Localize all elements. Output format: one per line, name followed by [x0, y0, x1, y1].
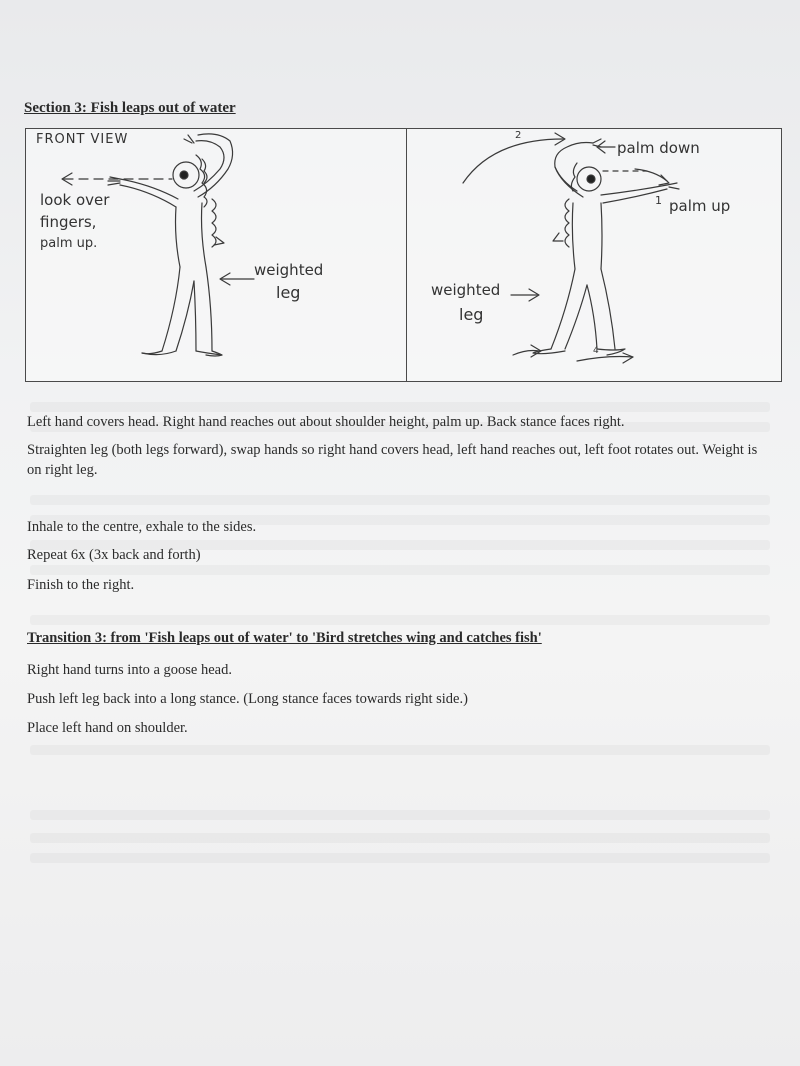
instruction-paragraph: Finish to the right. [27, 577, 135, 593]
note-palm-up: palm up. [40, 236, 98, 251]
front-view-label: FRONT VIEW [36, 132, 129, 147]
bleed-through-line [30, 402, 770, 412]
transition-step: Push left leg back into a long stance. (Long stance faces towards right side.) [27, 691, 468, 707]
transition-title: Transition 3: from 'Fish leaps out of water' to 'Bird stretches wing and catches fish' [27, 630, 542, 646]
leg-label: leg [276, 283, 301, 302]
bleed-through-line [30, 810, 770, 820]
bleed-through-line [30, 853, 770, 863]
note-look-over: look over [40, 191, 110, 209]
bleed-through-line [30, 615, 770, 625]
transition-step: Place left hand on shoulder. [27, 720, 188, 736]
instruction-paragraph: Repeat 6x (3x back and forth) [27, 547, 201, 563]
palm-up-label: palm up [669, 197, 731, 215]
instruction-paragraph: Left hand covers head. Right hand reaches out about shoulder height, palm up. Back stance faces right. [27, 414, 625, 430]
bleed-through-line [30, 495, 770, 505]
bleed-through-line [30, 565, 770, 575]
note-fingers: fingers, [40, 213, 97, 231]
leg-label: leg [459, 305, 484, 324]
bleed-through-line [30, 745, 770, 755]
step-2-label: 2 [515, 130, 522, 141]
step-4-label: 4 [593, 346, 599, 356]
bleed-through-line [30, 833, 770, 843]
palm-down-label: palm down [617, 139, 700, 157]
weighted-label: weighted [254, 261, 324, 279]
instruction-figure [25, 128, 782, 382]
front-view-sketch [26, 129, 406, 381]
weighted-label: weighted [431, 281, 501, 299]
section-title: Section 3: Fish leaps out of water [24, 100, 236, 116]
instruction-paragraph: Inhale to the centre, exhale to the sides. [27, 519, 257, 535]
instruction-paragraph: Straighten leg (both legs forward), swap hands so right hand covers head, left hand reaches out, left foot rotates out. Weight is on right leg. [27, 442, 758, 478]
transition-step: Right hand turns into a goose head. [27, 662, 232, 678]
step-1-label: 1 [655, 194, 662, 207]
hand-swap-sketch [407, 129, 781, 381]
figure-panel-front-view [26, 129, 407, 381]
figure-panel-hand-swap [407, 129, 781, 381]
